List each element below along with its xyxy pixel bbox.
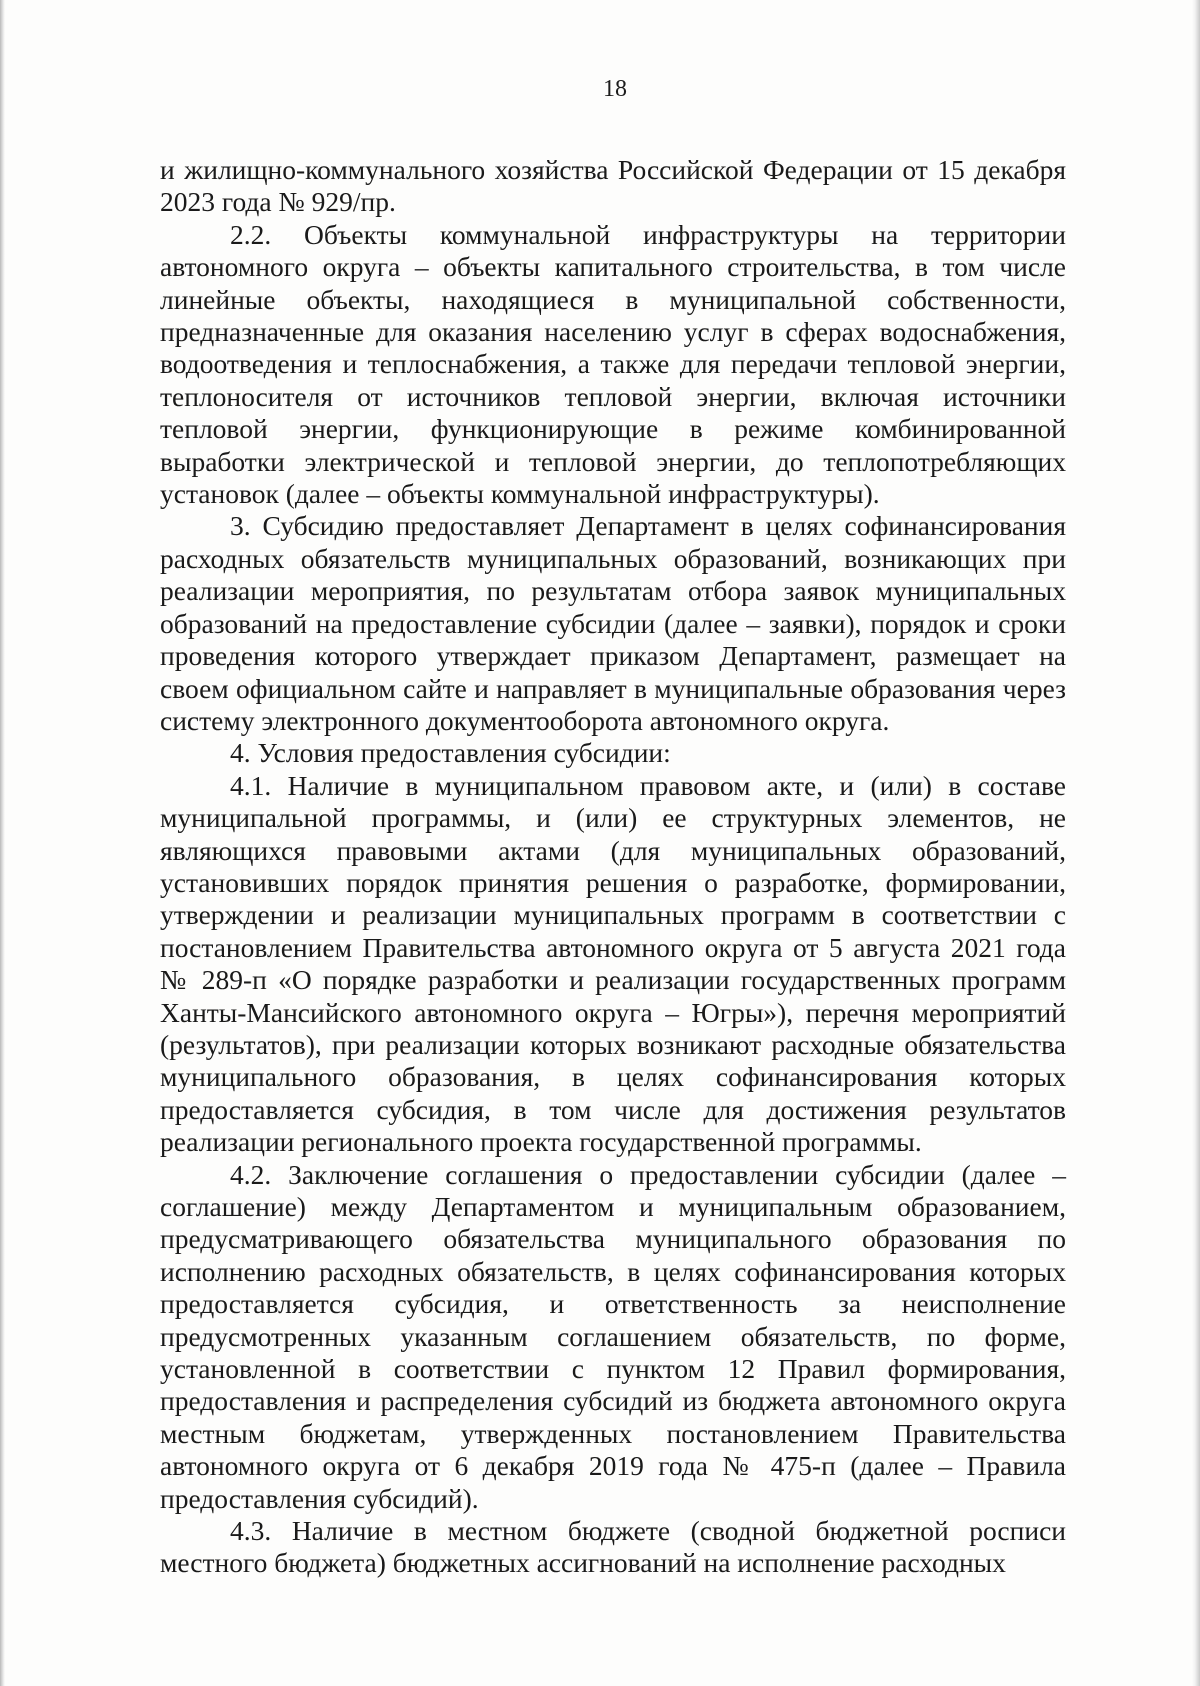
page-number: 18 xyxy=(603,76,627,102)
paragraph-2-2: 2.2. Объекты коммунальной инфраструктуры на территории автономного округа – объекты капитального строительства, в том числе линейные объекты, находящиеся в муниципальной собственности, предназначенные для оказания населению услуг в сферах водоснабжения, водоотведения и теплоснабжения, а также для передачи тепловой энергии, теплоносителя от источников тепловой энергии, включая источники тепловой энергии, функционирующие в режиме комбинированной выработки электрической и тепловой энергии, до теплопотребляющих установок (далее – объекты коммунальной инфраструктуры). xyxy=(160,218,1066,510)
scan-edge-left xyxy=(0,0,5,1686)
paragraph-4: 4. Условия предоставления субсидии: xyxy=(230,737,671,769)
paragraph-4-2: 4.2. Заключение соглашения о предоставлении субсидии (далее – соглашение) между Департаментом и муниципальным образованием, предусматривающего обязательства муниципального образования по исполнению расходных обязательств, в целях софинансирования которых предоставляется субсидия, и ответственность за неисполнение предусмотренных указанным соглашением обязательств, по форме, установленной в соответствии с пунктом 12 Правил формирования, предоставления и распределения субсидий из бюджета автономного округа местным бюджетам, утвержденных постановлением Правительства автономного округа от 6 декабря 2019 года № 475-п (далее – Правила предоставления субсидий). xyxy=(160,1158,1066,1514)
document-body xyxy=(160,154,1066,1580)
paragraph-4-3: 4.3. Наличие в местном бюджете (сводной бюджетной росписи местного бюджета) бюджетных ассигнований на исполнение расходных xyxy=(160,1515,1066,1579)
paragraph-continuation: и жилищно-коммунального хозяйства Российской Федерации от 15 декабря 2023 года № 929/пр. xyxy=(160,154,1066,218)
paragraph-4-1: 4.1. Наличие в муниципальном правовом акте, и (или) в составе муниципальной программы, и (или) ее структурных элементов, не являющихся правовыми актами (для муниципальных образований, установивших порядок принятия решения о разработке, формировании, утверждении и реализации муниципальных программ в соответствии с постановлением Правительства автономного округа от 5 августа 2021 года № 289-п «О порядке разработки и реализации государственных программ Ханты-Мансийского автономного округа – Югры»), перечня мероприятий (результатов), при реализации которых возникают расходные обязательства муниципального образования, в целях софинансирования которых предоставляется субсидия, в том числе для достижения результатов реализации регионального проекта государственной программы. xyxy=(160,769,1066,1158)
scan-edge-right xyxy=(1192,0,1200,1686)
paragraph-3: 3. Субсидию предоставляет Департамент в целях софинансирования расходных обязательств муниципальных образований, возникающих при реализации мероприятия, по результатам отбора заявок муниципальных образований на предоставление субсидии (далее – заявки), порядок и сроки проведения которого утверждает приказом Департамент, размещает на своем официальном сайте и направляет в муниципальные образования через систему электронного документооборота автономного округа. xyxy=(160,510,1066,736)
